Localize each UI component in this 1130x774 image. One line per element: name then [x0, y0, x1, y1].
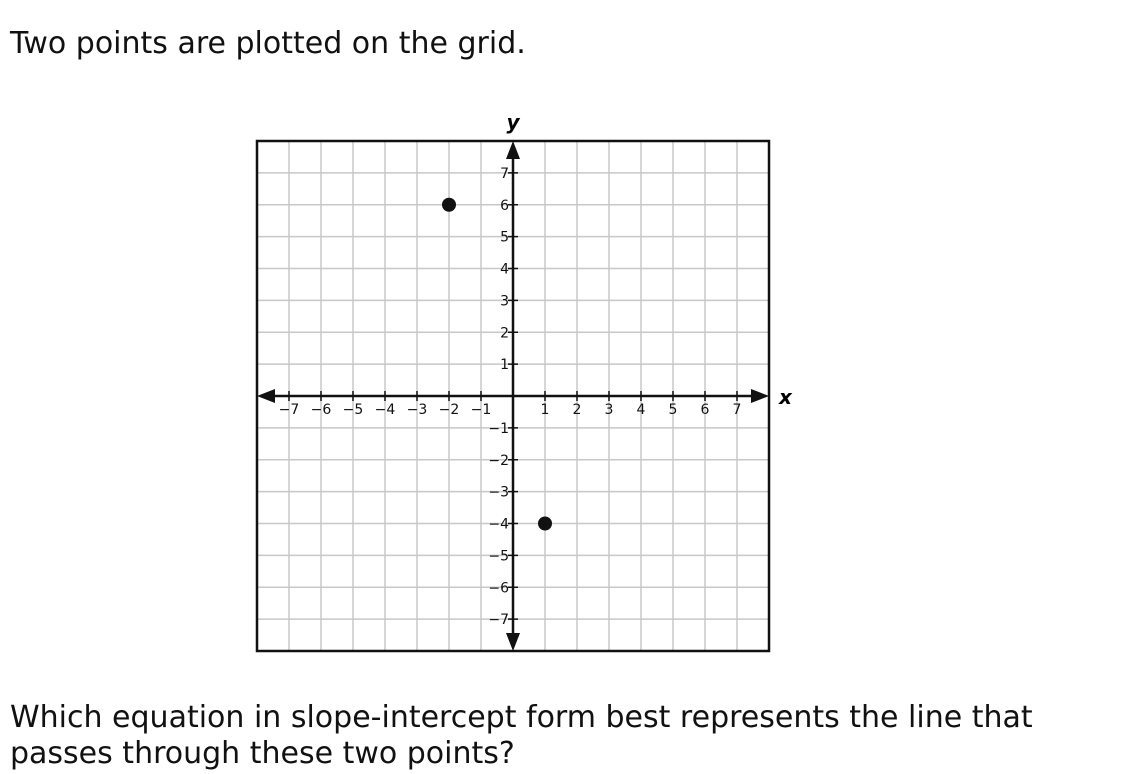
x-tick-label: 5 — [668, 402, 678, 418]
x-tick-label: −7 — [278, 402, 300, 418]
axes — [257, 141, 769, 651]
data-point — [538, 517, 552, 531]
x-tick-label: −4 — [374, 402, 396, 418]
x-tick-label: −3 — [406, 402, 428, 418]
x-tick-label: −1 — [470, 402, 492, 418]
x-tick-label: 6 — [700, 402, 710, 418]
y-tick-label: −2 — [488, 452, 509, 469]
y-tick-label: 7 — [500, 165, 509, 182]
x-tick-label: −6 — [310, 402, 332, 418]
question-stem: Which equation in slope-intercept form best represents the line that passes through these two points? — [10, 700, 1033, 771]
y-tick-label: −4 — [488, 516, 509, 533]
y-axis-arrow-down — [506, 633, 520, 651]
x-axis-arrow-right — [751, 389, 769, 403]
question-prompt: Two points are plotted on the grid. — [10, 26, 526, 61]
x-tick-label: 7 — [732, 402, 742, 418]
y-tick-label: 6 — [500, 197, 509, 214]
x-tick-label: 3 — [604, 402, 614, 418]
x-axis-label: x — [779, 385, 792, 409]
x-tick-label: 2 — [572, 402, 582, 418]
y-tick-label: 2 — [500, 325, 509, 342]
data-point — [442, 198, 456, 212]
y-tick-label: 4 — [500, 261, 509, 278]
x-tick-label: 1 — [540, 402, 550, 418]
x-axis-arrow-left — [257, 389, 275, 403]
y-tick-label: 1 — [500, 357, 509, 374]
y-tick-label: −5 — [488, 548, 509, 565]
x-tick-label: −2 — [438, 402, 460, 418]
y-tick-label: −1 — [488, 420, 509, 437]
x-tick-label: −5 — [342, 402, 364, 418]
y-tick-label: −3 — [488, 484, 509, 501]
y-tick-label: 5 — [500, 229, 509, 246]
y-tick-label: −6 — [488, 580, 509, 597]
x-tick-label: 4 — [636, 402, 646, 418]
y-axis-label: y — [506, 110, 520, 134]
y-axis-arrow-up — [506, 141, 520, 159]
y-tick-label: 3 — [500, 293, 509, 310]
y-tick-label: −7 — [488, 612, 509, 629]
